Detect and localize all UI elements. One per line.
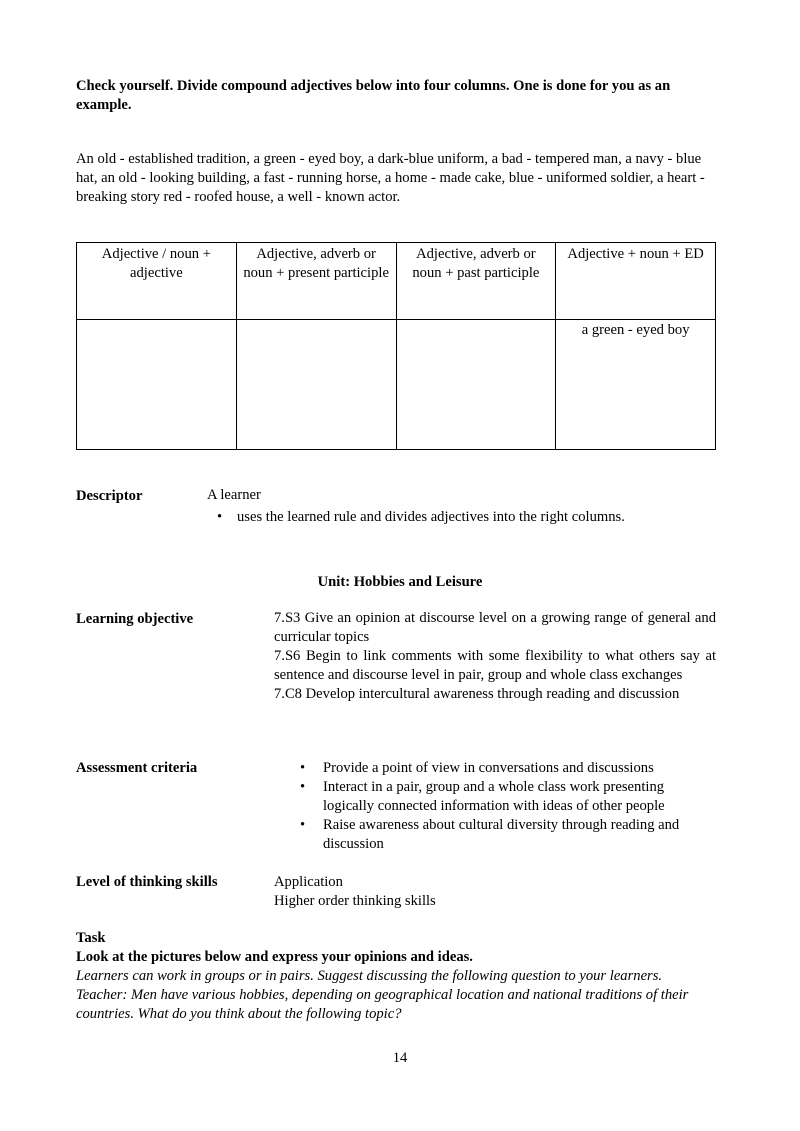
list-item bbox=[300, 816, 710, 854]
learning-objective-label: Learning objective bbox=[76, 611, 194, 627]
thinking-skills-label: Level of thinking skills bbox=[76, 874, 218, 890]
learning-objective-item: 7.C8 Develop intercultural awareness through reading and discussion bbox=[274, 686, 680, 702]
table-cell: a green - eyed boy bbox=[556, 320, 716, 450]
assessment-criteria-list bbox=[300, 759, 710, 854]
table-cell bbox=[236, 320, 396, 450]
criteria-text: Interact in a pair, group and a whole class work presenting logically connected information with ideas of other people bbox=[323, 779, 665, 814]
learning-objective-item: 7.S3 Give an opinion at discourse level on a growing range of general and curricular topics bbox=[274, 610, 716, 645]
table-row bbox=[77, 320, 716, 450]
assessment-criteria-label: Assessment criteria bbox=[76, 760, 198, 776]
table-header-row bbox=[77, 243, 716, 320]
bullet-icon: • bbox=[300, 779, 306, 795]
criteria-text: Raise awareness about cultural diversity through reading and discussion bbox=[323, 817, 680, 852]
task-note: Learners can work in groups or in pairs. Suggest discussing the following question to your learners. bbox=[76, 968, 663, 984]
descriptor-bullet bbox=[217, 508, 717, 527]
task-section bbox=[76, 929, 726, 1024]
descriptor-intro: A learner bbox=[207, 487, 261, 503]
unit-title: Unit: Hobbies and Leisure bbox=[317, 574, 483, 590]
adjective-table bbox=[76, 242, 716, 450]
bullet-icon: • bbox=[300, 817, 306, 833]
table-header-cell: Adjective, adverb or noun + present participle bbox=[236, 243, 396, 320]
table-header-cell: Adjective, adverb or noun + past participle bbox=[396, 243, 556, 320]
table-header-cell: Adjective / noun + adjective bbox=[77, 243, 237, 320]
learning-objective-item: 7.S6 Begin to link comments with some flexibility to what others say at sentence and discourse level in pair, group and whole class exchanges bbox=[274, 648, 716, 683]
table-header-cell: Adjective + noun + ED bbox=[556, 243, 716, 320]
bullet-icon: • bbox=[300, 760, 306, 776]
bullet-icon: • bbox=[217, 509, 223, 525]
table-cell bbox=[396, 320, 556, 450]
criteria-text: Provide a point of view in conversations and discussions bbox=[323, 760, 654, 776]
learning-objective-list bbox=[274, 609, 716, 704]
list-item bbox=[300, 759, 710, 778]
exercise-title: Check yourself. Divide compound adjectives below into four columns. One is done for you as an example. bbox=[76, 78, 671, 113]
page-number: 14 bbox=[392, 1050, 408, 1066]
teacher-prompt: Teacher: Men have various hobbies, depending on geographical location and national traditions of their countries. What do you think about the following topic? bbox=[76, 987, 689, 1022]
descriptor-label: Descriptor bbox=[76, 488, 143, 504]
descriptor-bullet-text: uses the learned rule and divides adjectives into the right columns. bbox=[237, 509, 625, 525]
list-item bbox=[300, 778, 710, 816]
thinking-skill-line: Application bbox=[274, 874, 343, 890]
task-instruction: Look at the pictures below and express your opinions and ideas. bbox=[76, 949, 473, 965]
task-heading: Task bbox=[76, 930, 106, 946]
thinking-skills-values bbox=[274, 873, 436, 911]
table-cell bbox=[77, 320, 237, 450]
thinking-skill-line: Higher order thinking skills bbox=[274, 893, 436, 909]
exercise-intro: An old - established tradition, a green - eyed boy, a dark-blue uniform, a bad - tempered man, a navy - blue hat, an old - looking building, a fast - running horse, a home - made cake, blue - uniformed soldier, a heart - breaking story red - roofed house, a well - known actor. bbox=[76, 151, 705, 205]
